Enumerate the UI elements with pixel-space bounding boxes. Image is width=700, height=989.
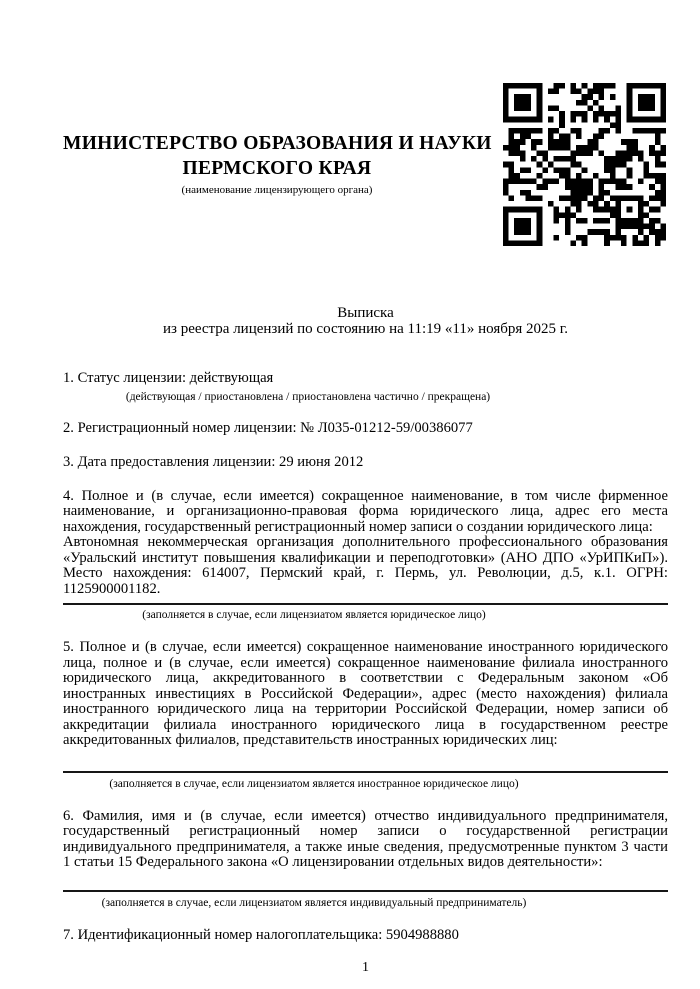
legal-entity-heading: 4. Полное и (в случае, если имеется) сокращенное наименование, в том числе фирменное наименование, и организационно-правовая форма юридического лица, адрес его места нахождения, государственный регистрационный номер записи о создании юридического лица: — [63, 487, 668, 535]
fill-in-line — [63, 603, 668, 605]
document-title-line2: из реестра лицензий по состоянию на 11:19 «11» ноября 2025 г. — [163, 320, 568, 337]
document-title-line1: Выписка — [337, 305, 394, 321]
page-number: 1 — [362, 960, 369, 975]
ministry-name-line1: МИНИСТЕРСТВО ОБРАЗОВАНИЯ И НАУКИ — [63, 133, 492, 154]
item-6-individual-entrepreneur — [63, 809, 668, 910]
qr-code-icon — [503, 83, 666, 246]
item-3-license-grant-date: 3. Дата предоставления лицензии: 29 июня 2012 — [63, 454, 364, 470]
item-2-registration-number: 2. Регистрационный номер лицензии: № Л035-01212-59/00386077 — [63, 419, 473, 436]
licensing-authority-caption: (наименование лицензирующего органа) — [181, 184, 373, 196]
legal-entity-note: (заполняется в случае, если лицензиатом является юридическое лицо) — [142, 609, 486, 621]
item-7-taxpayer-id: 7. Идентификационный номер налогоплательщика: 5904988880 — [63, 926, 459, 943]
license-status-note: (действующая / приостановлена / приостановлена частично / прекращена) — [125, 390, 491, 403]
fill-in-line — [63, 771, 668, 773]
licensing-authority-block — [63, 131, 491, 197]
foreign-entity-heading: 5. Полное и (в случае, если имеется) сокращенное наименование иностранного юридического лица, полное и (в случае, если имеется) сокращенное наименование филиала иностранного юридического лица, аккредитованного в соответствии с Федеральным законом «Об иностранных инвестициях в Российской Федерации», адрес (место нахождения) филиала иностранного юридического лица на территории Российской Федерации, номер записи об аккредитации филиала иностранного юридического лица в государственном реестре аккредитованных филиалов, представительств иностранных юридических лиц: — [63, 639, 668, 748]
document-title — [63, 306, 668, 337]
ministry-name-line2: ПЕРМСКОГО КРАЯ — [182, 158, 372, 179]
entrepreneur-note: (заполняется в случае, если лицензиатом является индивидуальный предприниматель) — [101, 896, 527, 909]
fill-in-line — [63, 890, 668, 892]
legal-entity-value: Автономная некоммерческая организация дополнительного профессионального образования «Уральский институт повышения квалификации и переподготовки» (АНО ДПО «УрИПКиП»). Место нахождения: 614007, Пермский край, г. Пермь, ул. Революции, д.5, к.1. ОГРН: 1125900001182. — [63, 534, 668, 597]
document-header — [0, 0, 700, 248]
item-4-legal-entity — [63, 489, 668, 623]
document-body — [0, 306, 700, 975]
license-status-text: 1. Статус лицензии: действующая — [63, 370, 274, 386]
foreign-entity-note: (заполняется в случае, если лицензиатом является иностранное юридическое лицо) — [109, 777, 519, 790]
entrepreneur-heading: 6. Фамилия, имя и (в случае, если имеется) отчество индивидуального предпринимателя, государственный регистрационный номер записи о государственной регистрации индивидуального предпринимателя, а также иные сведения, предусмотренные пунктом 3 части 1 статьи 15 Федерального закона «О лицензировании отдельных видов деятельности»: — [63, 807, 668, 870]
item-5-foreign-entity — [63, 640, 668, 791]
item-1-license-status — [63, 371, 668, 404]
